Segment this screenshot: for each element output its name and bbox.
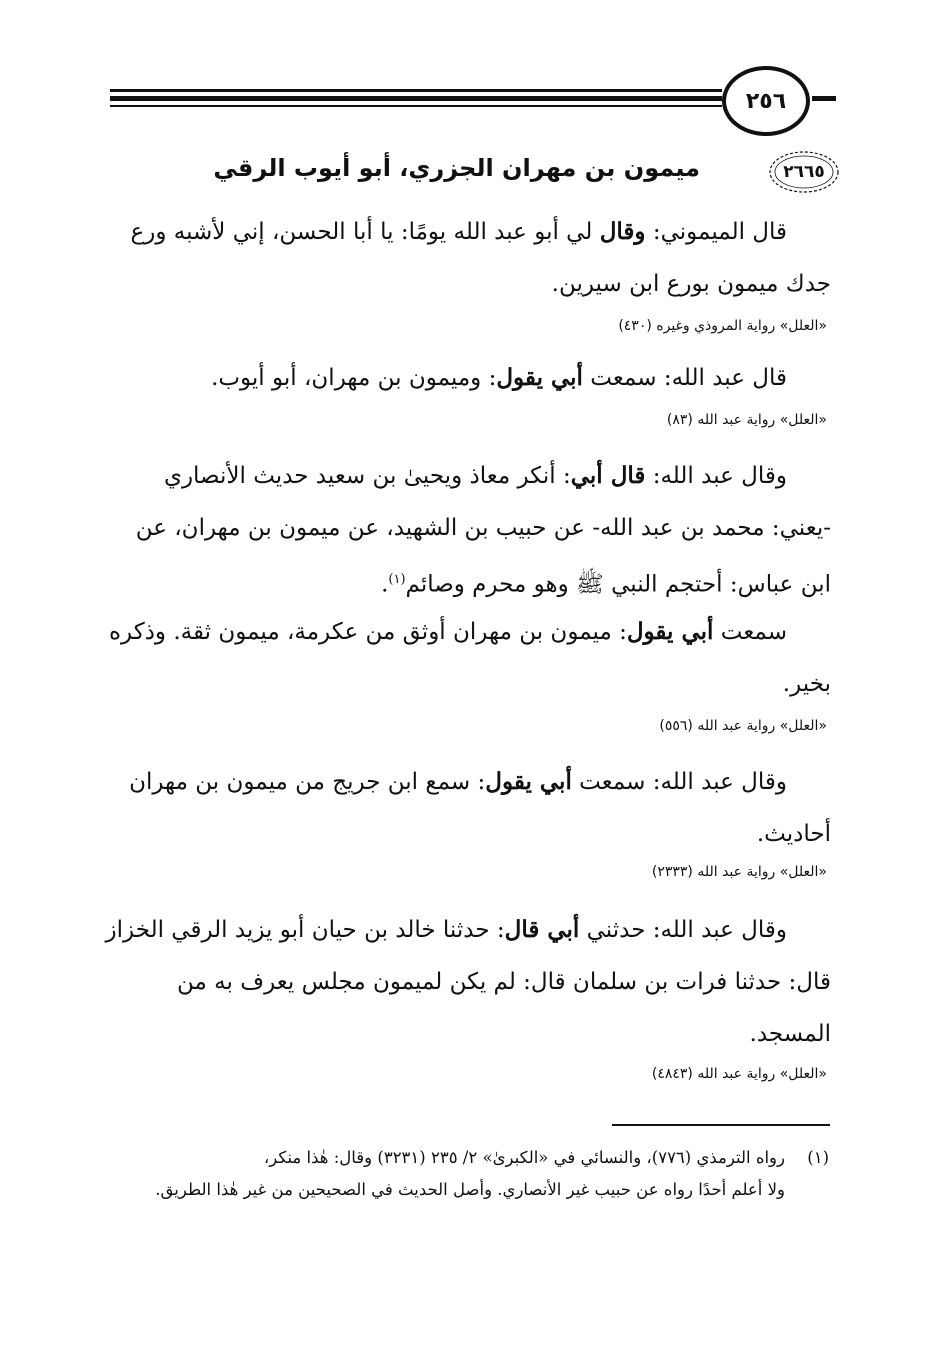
paragraph-5 [101, 756, 831, 860]
footnote-continuation: ولا أعلم أحدًا رواه عن حبيب غير الأنصاري. وأصل الحديث في الصحيحين من غير هٰذا الطريق. [155, 1180, 785, 1199]
footnote-separator [612, 1124, 830, 1126]
text: : حدثنا خالد بن حيان أبو يزيد الرقي الخزاز قال: حدثنا فرات بن سلمان قال: لم يكن لميمون مجلس يعرف به من المسجد. [105, 917, 831, 1047]
text: . [381, 571, 389, 598]
footnote-text: رواه الترمذي (٧٧٦)، والنسائي في «الكبرىٰ» ٢/ ٢٣٥ (٣٢٣١) وقال: هٰذا منكر، [263, 1148, 785, 1167]
bold-text: أبي يقول [496, 364, 583, 391]
bold-text: أبي قال [504, 916, 580, 943]
footnote-number: (١) [807, 1148, 829, 1167]
paragraph-1 [101, 206, 831, 310]
text: لي أبو عبد الله يومًا: يا أبا الحسن، إني لأشبه ورع جدك ميمون بورع ابن سيرين. [130, 219, 831, 297]
footnote-1 [105, 1142, 829, 1206]
footnote-line [105, 1142, 829, 1174]
paragraph-4 [101, 606, 831, 710]
text: : وميمون بن مهران، أبو أيوب. [211, 365, 497, 391]
source-citation-4: «العلل» رواية عبد الله (٢٣٣٣) [651, 864, 827, 880]
bold-text: أبي يقول [485, 768, 572, 795]
source-citation-2: «العلل» رواية عبد الله (٨٣) [666, 412, 827, 428]
bold-text: قال أبي [570, 462, 646, 489]
source-citation-3: «العلل» رواية عبد الله (٥٥٦) [659, 718, 827, 734]
entry-number-badge [768, 150, 840, 194]
paragraph-3 [101, 450, 831, 611]
text: : سمع ابن جريج من ميمون بن مهران أحاديث. [129, 769, 831, 847]
header-rule [110, 86, 722, 108]
text: : ميمون بن مهران أوثق من عكرمة، ميمون ثقة. وذكره بخير. [109, 619, 831, 697]
text: وقال عبد الله: سمعت [571, 769, 787, 795]
paragraph-6 [101, 904, 831, 1060]
page-number: ٢٥٦ [745, 88, 787, 114]
source-citation-5: «العلل» رواية عبد الله (٤٨٤٣) [651, 1066, 827, 1082]
text: وقال عبد الله: [645, 463, 787, 489]
entry-number: ٢٦٦٥ [783, 162, 825, 182]
text: وقال عبد الله: حدثني [579, 917, 787, 943]
text: سمعت [713, 619, 787, 645]
bold-text: وقال [599, 218, 646, 245]
text: قال الميموني: [645, 219, 787, 245]
paragraph-2 [101, 352, 831, 404]
source-citation-1: «العلل» رواية المروذي وغيره (٤٣٠) [618, 318, 827, 334]
page-number-badge [722, 66, 810, 136]
bold-text: أبي يقول [626, 618, 714, 645]
text: قال عبد الله: سمعت [582, 365, 787, 391]
footnote-reference[interactable]: (١) [388, 572, 406, 587]
text: : أنكر معاذ ويحيىٰ بن سعيد حديث الأنصاري -يعني: محمد بن عبد الله- عن حبيب بن الشهيد، عن ميمون بن مهران، عن ابن عباس: أحتجم النبي ﷺ وهو محرم وصائم [135, 463, 831, 598]
header-rule-tail [812, 96, 836, 101]
entry-title: ميمون بن مهران الجزري، أبو أيوب الرقي [213, 154, 700, 182]
